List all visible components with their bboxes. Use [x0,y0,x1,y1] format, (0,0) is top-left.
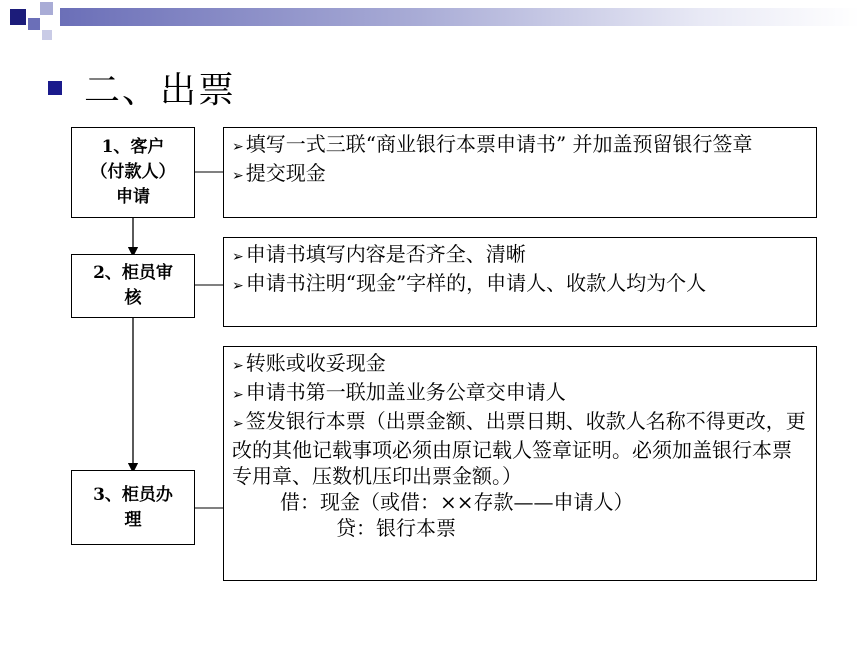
journal-entry-credit: 贷：银行本票 [336,516,456,540]
step-3-line: 3、柜员办 [93,484,173,505]
arrow-bullet-icon: ➢ [232,278,244,294]
step-box-3 [71,470,195,545]
step-1-line: （付款人） [90,162,176,182]
arrow-bullet-icon: ➢ [232,139,244,155]
step-box-1 [71,127,195,218]
arrow-bullet-icon: ➢ [232,358,244,374]
slide-title: 二、出票 [84,70,237,111]
detail-2-bullet-2: ➢ 申请书注明“现金”字样的，申请人、收款人均为个人 [232,271,707,295]
detail-3-bullet-2: ➢ 申请书第一联加盖业务公章交申请人 [232,380,566,404]
arrow-bullet-icon: ➢ [232,168,244,184]
detail-2-bullet-1: ➢ 申请书填写内容是否齐全、清晰 [232,242,526,266]
step-2-line: 2、柜员审 [93,263,173,283]
detail-box-3 [223,346,817,581]
detail-box-1 [223,127,817,218]
detail-box-2 [223,237,817,327]
detail-3-bullet-1: ➢ 转账或收妥现金 [232,351,386,375]
step-box-2 [71,254,195,318]
arrow-bullet-icon: ➢ [232,416,244,432]
step-1-line: 申请 [116,187,150,207]
detail-1-bullet-2: ➢ 提交现金 [232,161,326,185]
arrow-bullet-icon: ➢ [232,249,244,265]
step-3-line: 理 [124,509,142,530]
detail-3-bullet-3: ➢ 签发银行本票（出票金额、出票日期、收款人名称不得更改，更改的其他记载事项必须由原记载人签章证明。必须加盖银行本票专用章、压数机压印出票金额。） [232,409,806,488]
step-1-line: 1、客户 [101,137,165,157]
journal-entry-debit: 借：现金（或借：××存款——申请人） [280,490,634,514]
detail-1-bullet-1: ➢ 填写一式三联“商业银行本票申请书” 并加盖预留银行签章 [232,132,753,156]
step-2-line: 核 [124,288,142,308]
arrow-bullet-icon: ➢ [232,387,244,403]
